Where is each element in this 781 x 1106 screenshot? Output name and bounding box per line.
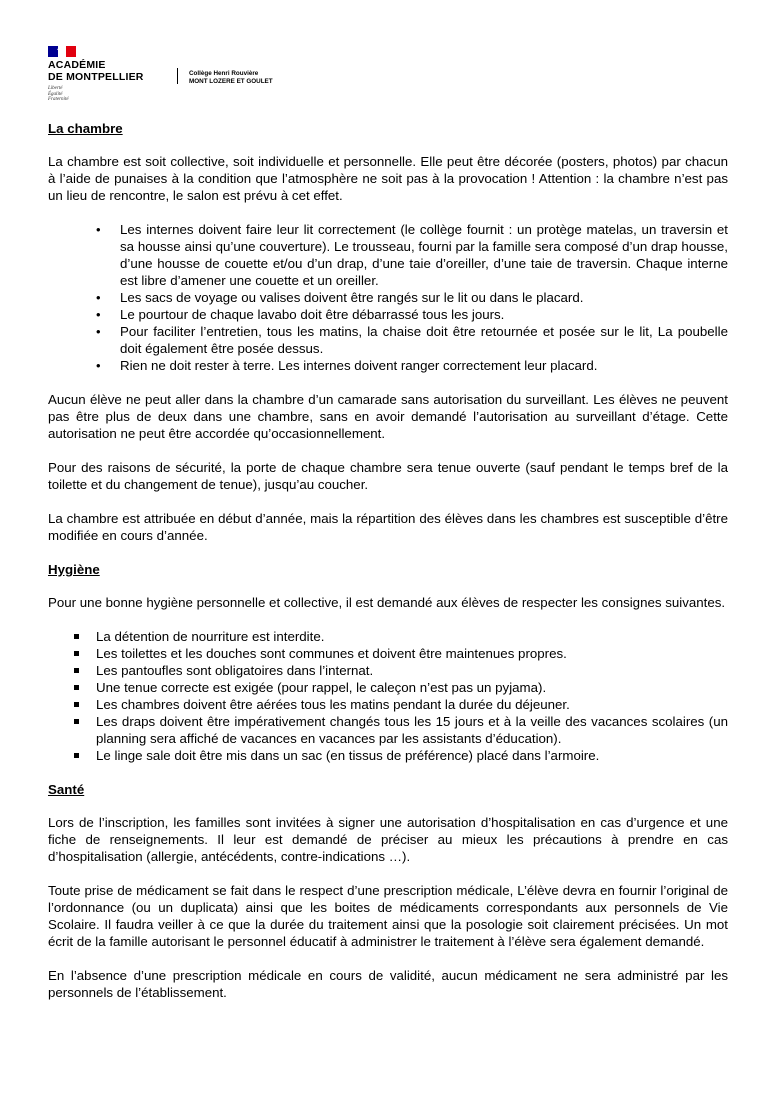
section-title-sante: Santé (48, 782, 85, 797)
academie-line-1: ACADÉMIE (48, 59, 106, 71)
square-bullet-icon (74, 702, 79, 707)
academie-line-2: DE MONTPELLIER (48, 70, 144, 83)
bullet-icon: • (96, 324, 101, 339)
list-item: Le linge sale doit être mis dans un sac (en tissus de préférence) placé dans l’armoire. (48, 747, 728, 764)
chambre-rules-list (48, 221, 728, 374)
list-item: La détention de nourriture est interdite. (48, 628, 728, 645)
list-item: • Les internes doivent faire leur lit correctement (le collège fournit : un protège matelas, un traversin et sa housse ainsi qu’une couverture). Le trousseau, fourni par la famille sera composé d’un drap housse, d’une housse de couette et/ou d’un drap, d’une taie d’oreiller, d’une taie de traversin. Chaque interne est libre d’amener une couette et un oreiller. (96, 222, 728, 288)
bullet-icon: • (96, 307, 101, 322)
list-item: Les draps doivent être impérativement changés tous les 15 jours et à la veille des vacances scolaires (un planning sera affiché de vacances en vacances par les assistants d’éducation). (48, 713, 728, 747)
list-item: • Les sacs de voyage ou valises doivent être rangés sur le lit ou dans le placard. (96, 290, 584, 305)
square-bullet-icon (74, 685, 79, 690)
square-bullet-icon (74, 719, 79, 724)
motto-egalite: Égalité (48, 91, 63, 97)
sante-paragraph-medicament: Toute prise de médicament se fait dans le respect d’une prescription médicale, L’élève devra en fournir l’original de l’ordonnance (ou un duplicata) ainsi que les boites de médicaments correspondants aux personnels de Vie Scolaire. Il faudra veiller à ce que la durée du traitement ainsi que la posologie soit clairement précisées. Un mot écrit de la famille autorisant le personnel éducatif à administrer le traitement à l’élève sera également demandé. (48, 883, 728, 949)
square-bullet-icon (74, 753, 79, 758)
square-bullet-icon (74, 634, 79, 639)
bullet-icon: • (96, 290, 101, 305)
list-item: • Le pourtour de chaque lavabo doit être débarrassé tous les jours. (96, 307, 505, 322)
document-body (48, 120, 728, 1018)
bullet-icon: • (96, 358, 101, 373)
section-title-hygiene: Hygiène (48, 562, 100, 577)
list-item: Les pantoufles sont obligatoires dans l’internat. (48, 662, 728, 679)
hygiene-rules-list (48, 628, 728, 764)
section-title-chambre: La chambre (48, 121, 123, 136)
sante-paragraph-inscription: Lors de l’inscription, les familles sont invitées à signer une autorisation d’hospitalisation en cas d’urgence et une fiche de renseignements. Il leur est demandé de préciser au mieux les précautions à prendre en cas d’hospitalisation (allergie, antécédents, contre-indications …). (48, 815, 728, 864)
list-item: Les chambres doivent être aérées tous les matins pendant la durée du déjeuner. (48, 696, 728, 713)
republique-flag-logo (48, 46, 76, 57)
motto-fraternite: Fraternité (48, 97, 69, 103)
square-bullet-icon (74, 651, 79, 656)
republique-motto (48, 86, 69, 103)
list-item: • Rien ne doit rester à terre. Les internes doivent ranger correctement leur placard. (96, 358, 598, 373)
chambre-paragraph-visits: Aucun élève ne peut aller dans la chambre d’un camarade sans autorisation du surveillant. Les élèves ne peuvent pas être plus de deux dans une chambre, sans en avoir demandé l’autorisation au surveillant d’étage. Cette autorisation ne peut être accordée qu’occasionnellement. (48, 392, 728, 441)
list-item: • Pour faciliter l’entretien, tous les matins, la chaise doit être retournée et posée sur le lit, La poubelle doit également être posée dessus. (96, 324, 728, 356)
college-block (189, 70, 273, 85)
chambre-paragraph-security: Pour des raisons de sécurité, la porte de chaque chambre sera tenue ouverte (sauf pendant le temps bref de la toilette et du changement de tenue), jusqu’au coucher. (48, 460, 728, 492)
page-header (48, 46, 748, 110)
list-item: Une tenue correcte est exigée (pour rappel, le caleçon n’est pas un pyjama). (48, 679, 728, 696)
academie-name (48, 60, 144, 83)
college-name: Collège Henri Rouvière (189, 70, 259, 77)
square-bullet-icon (74, 668, 79, 673)
list-item: Les toilettes et les douches sont communes et doivent être maintenues propres. (48, 645, 728, 662)
motto-liberte: Liberté (48, 86, 63, 91)
bullet-icon: • (96, 222, 101, 237)
header-separator (177, 68, 178, 84)
chambre-intro: La chambre est soit collective, soit individuelle et personnelle. Elle peut être décorée (posters, photos) par chacun à l’aide de punaises à la condition que l’atmosphère ne soit pas à la provocation ! Attention : la chambre n’est pas un lieu de rencontre, le salon est prévu à cet effet. (48, 154, 728, 203)
sante-paragraph-absence: En l’absence d’une prescription médicale en cours de validité, aucun médicament ne sera administré par les personnels de l’établissement. (48, 968, 728, 1000)
hygiene-intro: Pour une bonne hygiène personnelle et collective, il est demandé aux élèves de respecter les consignes suivantes. (48, 595, 726, 610)
college-place: MONT LOZERE ET GOULET (189, 77, 273, 85)
chambre-paragraph-attribution: La chambre est attribuée en début d’année, mais la répartition des élèves dans les chambres est susceptible d’être modifiée en cours d’année. (48, 511, 728, 543)
